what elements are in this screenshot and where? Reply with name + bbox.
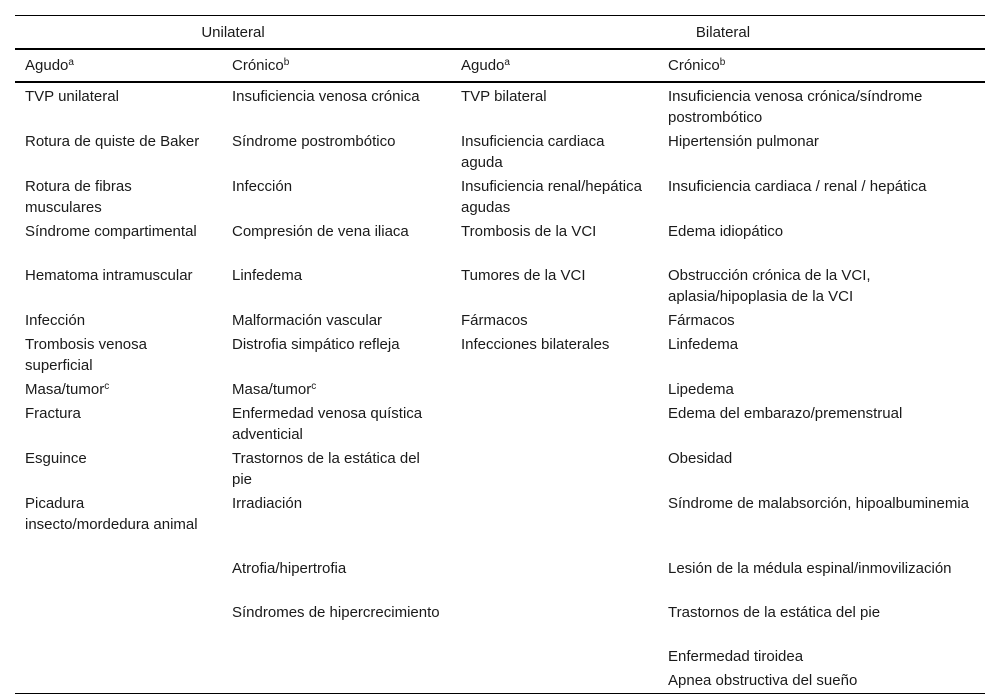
table-cell: Hematoma intramuscular	[25, 267, 193, 284]
table-cell: Síndrome compartimental	[25, 223, 197, 240]
table-cell	[451, 491, 658, 556]
table-cell: Síndrome postrombótico	[232, 133, 396, 150]
table-cell	[451, 600, 658, 644]
table-cell: Insuficiencia venosa crónica	[232, 88, 420, 105]
differential-diagnosis-table	[15, 15, 985, 694]
table-cell: Trombosis venosa superficial	[25, 336, 147, 374]
table-cell: Tumores de la VCI	[461, 267, 586, 284]
table-row	[15, 82, 985, 129]
table-cell: Linfedema	[232, 267, 303, 284]
header-bilateral-cronico	[658, 49, 985, 82]
table-cell: Lesión de la médula espinal/inmovilización	[668, 560, 952, 577]
table-row	[15, 668, 985, 694]
table-cell	[222, 668, 451, 694]
table-cell: Síndromes de hipercrecimiento	[232, 604, 440, 621]
group-header-row	[15, 16, 985, 50]
table-cell: Trastornos de la estática del pie	[668, 604, 881, 621]
table-cell: Insuficiencia renal/hepática agudas	[461, 178, 642, 216]
table-cell	[451, 556, 658, 600]
table-cell	[451, 644, 658, 668]
table-cell	[451, 377, 658, 401]
footnote-marker: c	[311, 381, 317, 392]
header-bilateral-agudo	[451, 49, 658, 82]
table-cell	[451, 446, 658, 491]
table-cell	[222, 377, 451, 401]
table-row	[15, 600, 985, 644]
table-cell: Obstrucción crónica de la VCI, aplasia/hipoplasia de la VCI	[668, 267, 871, 305]
table-cell: Lipedema	[668, 381, 734, 398]
table-row	[15, 491, 985, 556]
table-row	[15, 308, 985, 332]
table-cell	[15, 600, 222, 644]
table-cell: Fractura	[25, 405, 81, 422]
cell-text: Masa/tumor	[232, 381, 312, 398]
table-cell	[451, 668, 658, 694]
sub-header-row	[15, 49, 985, 82]
table-cell: Infecciones bilaterales	[461, 336, 610, 353]
table-cell: Enfermedad tiroidea	[668, 648, 804, 665]
table-cell	[15, 377, 222, 401]
table-cell: Linfedema	[668, 336, 739, 353]
table-cell: Atrofia/hipertrofia	[232, 560, 347, 577]
cell-text: Masa/tumor	[25, 381, 105, 398]
table-cell: Malformación vascular	[232, 312, 383, 329]
group-header-bilateral: Bilateral	[451, 16, 985, 50]
footnote-marker: a	[68, 57, 74, 68]
table-row	[15, 446, 985, 491]
table-cell: Apnea obstructiva del sueño	[658, 668, 985, 694]
table-body	[15, 82, 985, 694]
header-unilateral-agudo	[15, 49, 222, 82]
table-cell	[15, 668, 222, 694]
header-label: Agudo	[461, 57, 505, 74]
table-cell: Infección	[25, 312, 86, 329]
table-cell: Insuficiencia cardiaca aguda	[461, 133, 605, 171]
table-cell: Edema idiopático	[668, 223, 784, 240]
table-cell: Insuficiencia venosa crónica/síndrome postrombótico	[668, 88, 923, 126]
table-cell: TVP bilateral	[461, 88, 547, 105]
table	[15, 15, 985, 694]
table-cell: Compresión de vena iliaca	[232, 223, 409, 240]
table-cell: Hipertensión pulmonar	[668, 133, 819, 150]
table-row	[15, 263, 985, 308]
table-cell	[451, 401, 658, 446]
table-cell: Distrofia simpático refleja	[232, 336, 400, 353]
table-cell: Infección	[232, 178, 293, 195]
footnote-marker: c	[104, 381, 110, 392]
table-cell	[222, 644, 451, 668]
table-cell: Fármacos	[461, 312, 528, 329]
group-header-unilateral: Unilateral	[15, 16, 451, 50]
header-unilateral-cronico	[222, 49, 451, 82]
table-cell: Rotura de fibras musculares	[25, 178, 132, 216]
table-cell: Obesidad	[668, 450, 733, 467]
table-cell: Trombosis de la VCI	[461, 223, 597, 240]
table-cell	[15, 644, 222, 668]
footnote-marker: b	[283, 57, 290, 68]
footnote-marker: a	[504, 57, 510, 68]
header-label: Crónico	[232, 57, 284, 74]
table-row	[15, 644, 985, 668]
table-row	[15, 174, 985, 219]
table-cell: Insuficiencia cardiaca / renal / hepática	[668, 178, 927, 195]
footnote-marker: b	[719, 57, 726, 68]
table-cell: Picadura insecto/mordedura animal	[25, 495, 198, 533]
table-cell: Irradiación	[232, 495, 303, 512]
table-cell: Trastornos de la estática del pie	[232, 450, 420, 488]
table-cell: Fármacos	[668, 312, 735, 329]
table-cell: TVP unilateral	[25, 88, 119, 105]
table-row	[15, 556, 985, 600]
table-cell: Esguince	[25, 450, 87, 467]
table-cell	[15, 556, 222, 600]
table-cell: Rotura de quiste de Baker	[25, 133, 200, 150]
table-row	[15, 129, 985, 174]
header-label: Agudo	[25, 57, 69, 74]
table-cell: Edema del embarazo/premenstrual	[668, 405, 903, 422]
table-cell: Síndrome de malabsorción, hipoalbuminemia	[668, 495, 969, 512]
table-row	[15, 401, 985, 446]
header-label: Crónico	[668, 57, 720, 74]
table-row	[15, 377, 985, 401]
table-row	[15, 332, 985, 377]
table-row	[15, 219, 985, 263]
table-header	[15, 16, 985, 83]
table-cell: Enfermedad venosa quística adventicial	[232, 405, 423, 443]
